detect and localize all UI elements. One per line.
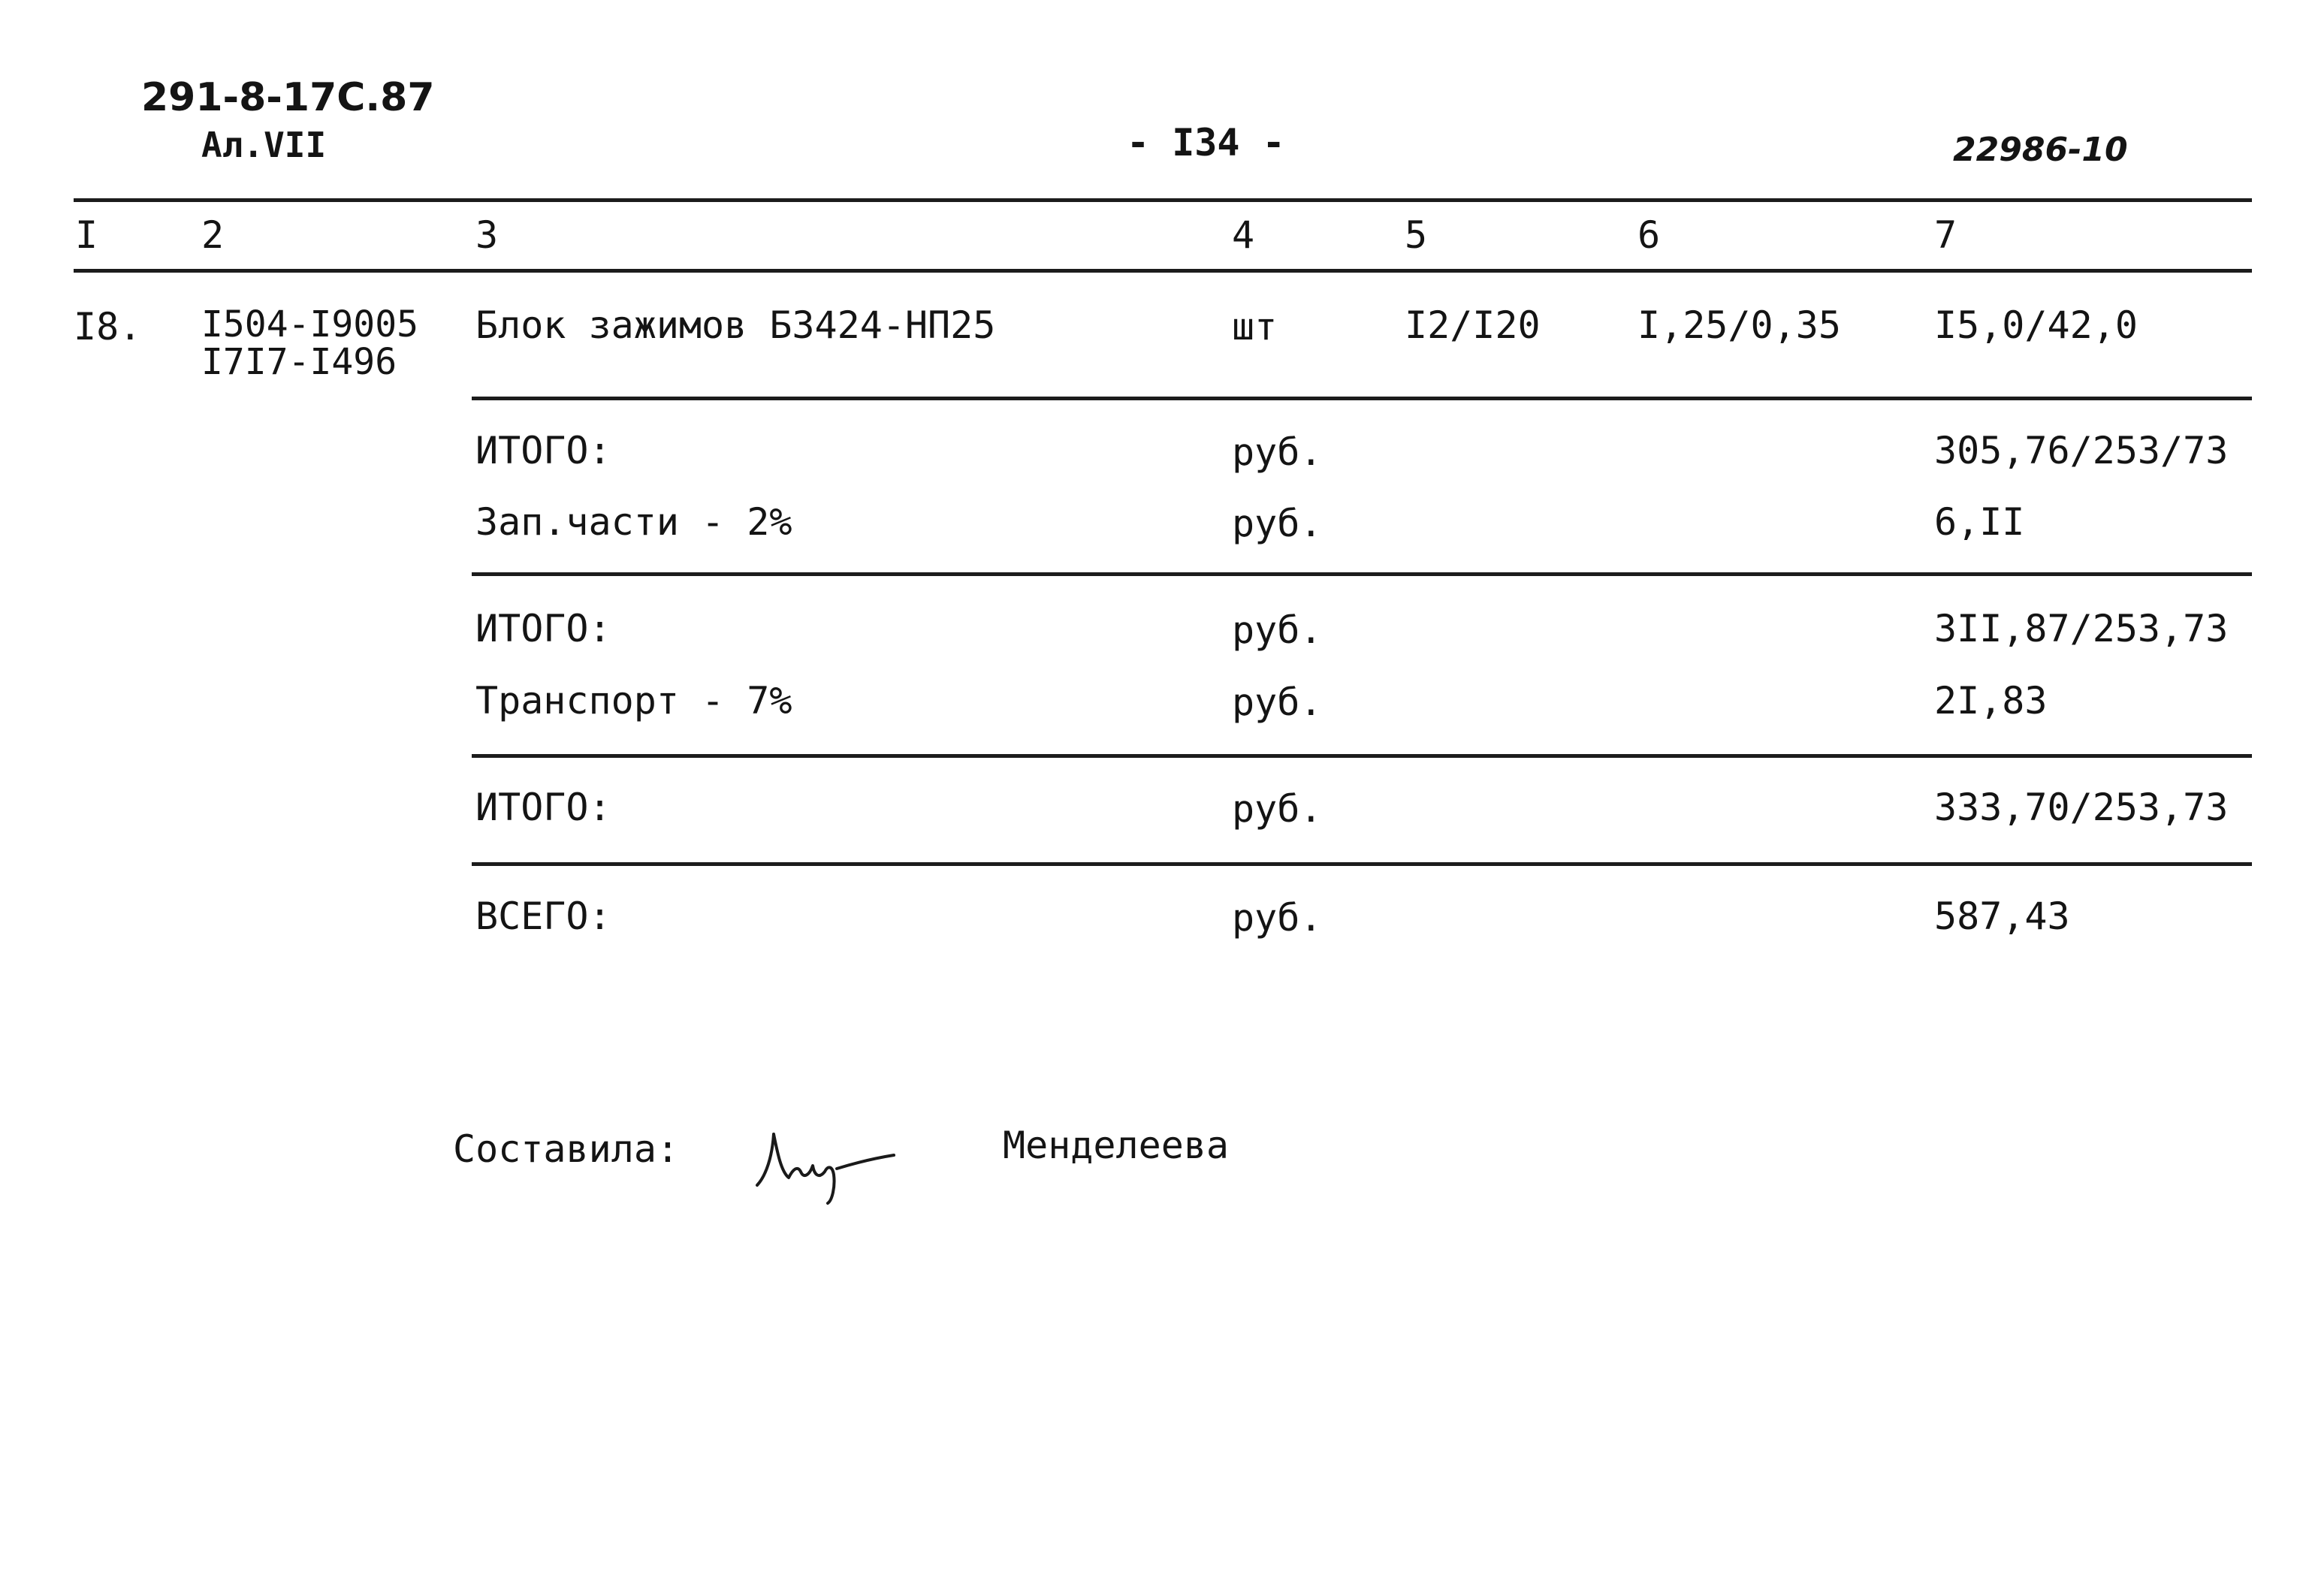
signature [744,1097,916,1209]
total-unit: руб. [1232,896,1323,940]
archive-number: 22986-10 [1953,131,2128,169]
summary-unit: руб. [1232,680,1323,724]
item-col6: I,25/0,35 [1637,303,1841,347]
summary-label: Зап.части - 2% [475,500,792,544]
item-quantity: I2/I20 [1405,303,1541,347]
compiled-by-label: Составила: [453,1127,680,1171]
column-number-5: 5 [1405,213,1428,257]
item-number: I8. [74,305,142,348]
summary-label: ИТОГО: [475,786,611,829]
summary-unit: руб. [1232,502,1323,545]
item-col7: I5,0/42,0 [1934,303,2138,347]
summary-value: 3II,87/253,73 [1934,607,2229,650]
section-rule [472,572,2252,576]
summary-unit: руб. [1232,430,1323,474]
section-rule [472,754,2252,758]
column-number-1: I [75,213,98,257]
document-code: 291-8-17С.87 [141,75,435,120]
column-header-rule [74,269,2252,273]
summary-label: ИТОГО: [475,429,611,472]
section-rule [472,397,2252,400]
total-value: 587,43 [1934,895,2070,938]
column-number-6: 6 [1637,213,1661,257]
section-rule [472,862,2252,866]
item-name: Блок зажимов Б3424-НП25 [475,303,996,347]
summary-value: 333,70/253,73 [1934,786,2229,829]
item-code-line2: I7I7-I496 [201,341,397,383]
summary-unit: руб. [1232,787,1323,831]
summary-label: Транспорт - 7% [475,679,792,723]
column-number-3: 3 [475,213,499,257]
column-number-2: 2 [201,213,225,257]
page-number: - I34 - [1127,121,1285,164]
item-unit: шт [1232,305,1278,348]
summary-value: 305,76/253/73 [1934,429,2229,472]
item-code-line1: I504-I9005 [201,303,418,345]
column-number-7: 7 [1934,213,1957,257]
summary-value: 6,II [1934,500,2025,544]
album-number: Ал.VII [201,125,327,165]
summary-label: ИТОГО: [475,607,611,650]
column-number-4: 4 [1232,213,1255,257]
summary-unit: руб. [1232,608,1323,652]
total-label: ВСЕГО: [475,895,611,938]
header-rule [74,198,2252,202]
summary-value: 2I,83 [1934,679,2048,723]
compiled-by-name: Менделеева [1003,1124,1230,1167]
